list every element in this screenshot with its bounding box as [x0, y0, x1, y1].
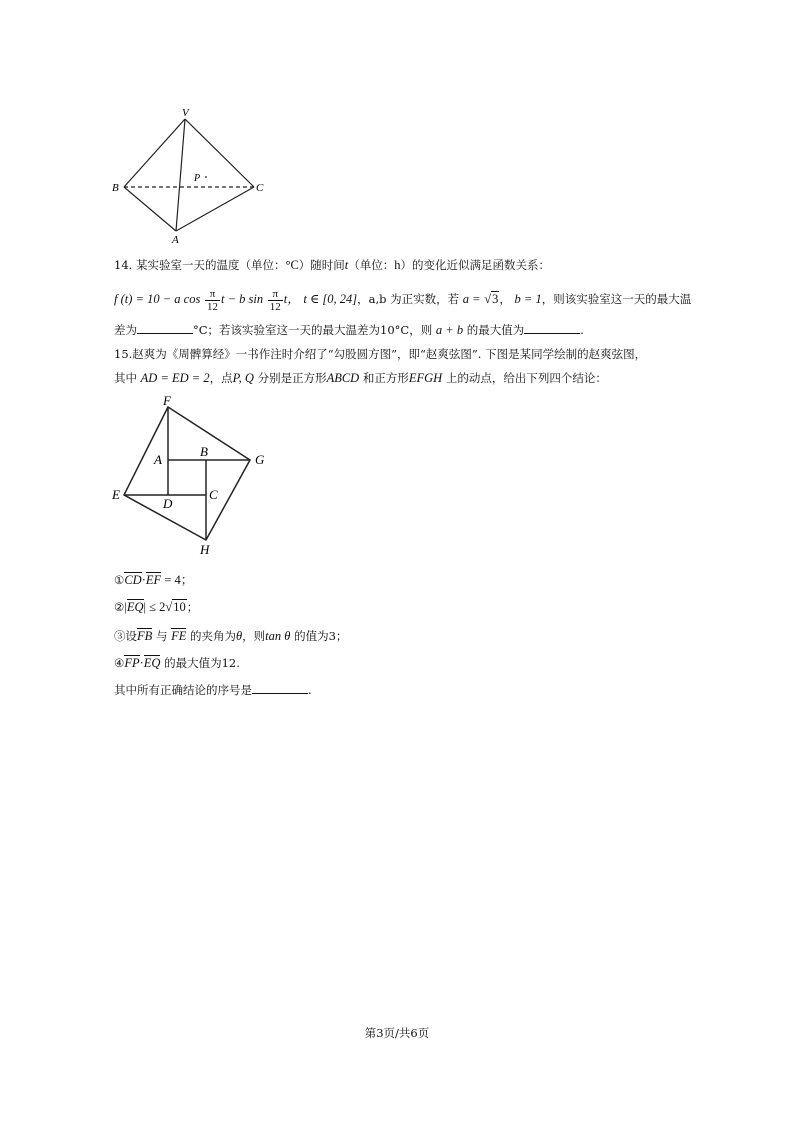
- conclusion-1: ①CD·EF = 4；: [114, 573, 194, 587]
- label-b: B: [112, 182, 119, 194]
- q15-line2: 其中 AD = ED = 2，点P, Q 分别是正方形ABCD 和正方形EFGH 上的动点，给出下列四个结论：: [114, 371, 607, 385]
- page-footer: 第3页/共6页: [364, 1026, 430, 1040]
- label-a: A: [172, 234, 179, 246]
- label-e: E: [112, 487, 120, 502]
- answer-blank-1: [137, 322, 193, 334]
- q14-line3: 差为 °C；若该实验室这一天的最大温差为10°C，则 a + b 的最大值为 .: [114, 323, 584, 337]
- label-c: C: [256, 182, 264, 194]
- label-d: D: [163, 496, 173, 511]
- label-f: F: [163, 393, 171, 408]
- label-p: P: [194, 173, 201, 184]
- zhao-shuang-figure: [108, 392, 278, 560]
- q14-line1: 14. 某实验室一天的温度（单位：°C）随时间t（单位：h）的变化近似满足函数关系：: [114, 258, 551, 272]
- answer-blank-3: [252, 682, 308, 694]
- fraction-pi-12: $\frac{\pi}{12}$: [206, 287, 218, 313]
- answer-blank-2: [524, 322, 580, 334]
- pyramid-figure: [108, 105, 278, 247]
- label-h: H: [200, 542, 210, 557]
- conclusion-3: ③设FB 与 FE 的夹角为θ，则tan θ 的值为3；: [114, 629, 348, 643]
- q14-line2: f (t) = 10 − a cos $\frac{\pi}{12}$ t − b sin $\frac{\pi}{12}$ t， t ∈ [0, 24]，a,b 为正实数，若 a = √3， b = 1，则该实验室这一天的最大温: [114, 287, 692, 313]
- conclusion-2: ②|EQ| ≤ 2√10；: [114, 600, 199, 614]
- q15-question: 其中所有正确结论的序号是 .: [114, 683, 312, 697]
- fraction-pi-12-second: $\frac{\pi}{12}$: [269, 287, 281, 313]
- label-b2: B: [200, 444, 208, 459]
- label-a2: A: [154, 452, 162, 467]
- label-g: G: [255, 452, 265, 467]
- label-c2: C: [209, 487, 218, 502]
- conclusion-4: ④FP·EQ 的最大值为12.: [114, 656, 240, 670]
- label-v: V: [182, 107, 189, 119]
- q15-line1: 15.赵爽为《周髀算经》一书作注时介绍了“勾股圆方图”，即“赵爽弦图”. 下图是某同学绘制的赵爽弦图，: [114, 347, 647, 361]
